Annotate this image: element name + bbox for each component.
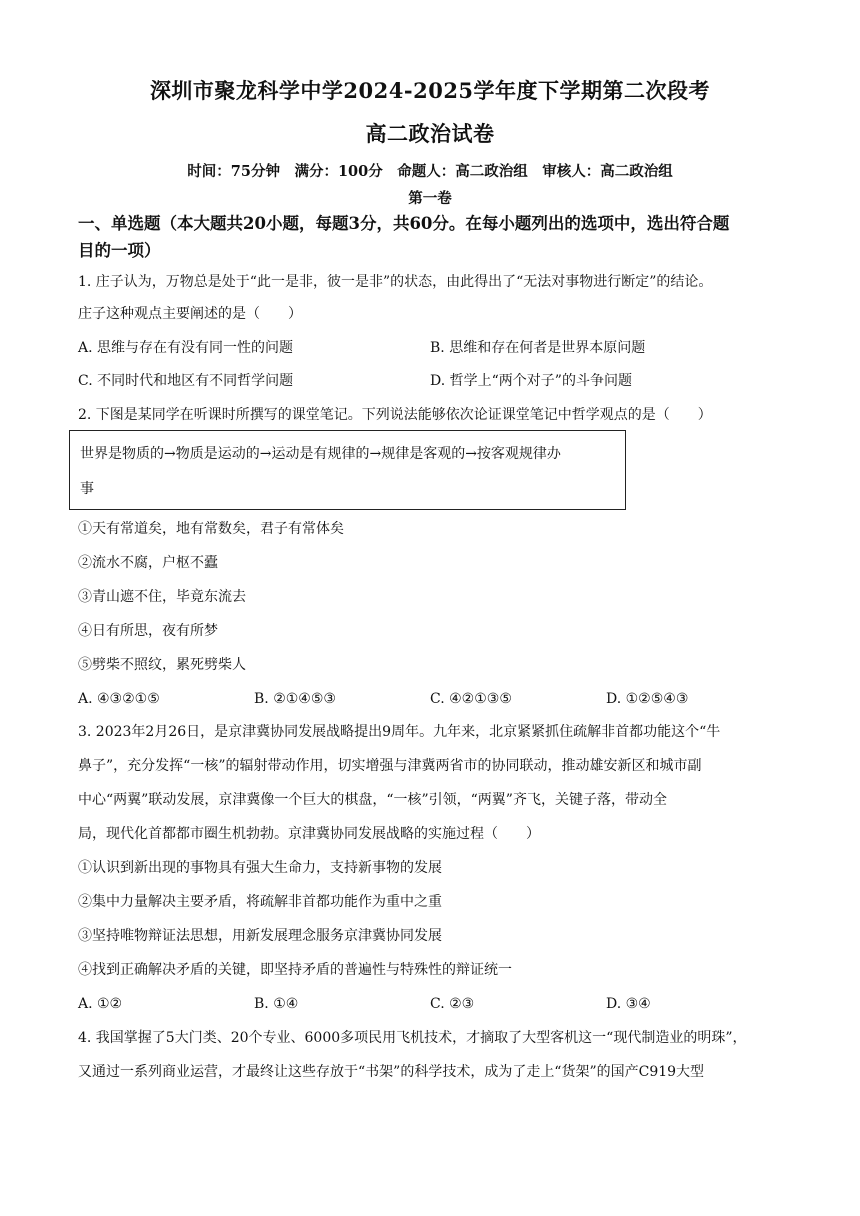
q3-option-d[interactable]: D. ③④ xyxy=(606,996,651,1012)
section-heading xyxy=(78,210,793,264)
note-line1: 世界是物质的→物质是运动的→运动是有规律的→规律是客观的→按客观规律办 xyxy=(80,446,561,462)
section-heading-line2: 目的一项） xyxy=(78,241,161,260)
q3-stem-line2: 鼻子”，充分发挥“一核”的辐射带动作用，切实增强与津冀两省市的协同联动，推动雄安新区和城市副 xyxy=(78,758,702,774)
q4-stem-line2: 又通过一系列商业运营，才最终让这些存放于“书架”的科学技术，成为了走上“货架”的国产C919大型 xyxy=(78,1064,705,1080)
q1-option-d[interactable]: D. 哲学上“两个对子”的斗争问题 xyxy=(430,373,632,389)
q3-stem-line3: 中心“两翼”联动发展，京津冀像一个巨大的棋盘，“一核”引领，“两翼”齐飞，关键子落，带动全 xyxy=(78,792,667,808)
q2-item-3: ③青山遮不住，毕竟东流去 xyxy=(78,589,246,605)
q3-item-1: ①认识到新出现的事物具有强大生命力，支持新事物的发展 xyxy=(78,860,442,876)
q3-stem-line1: 3. 2023年2月26日，是京津冀协同发展战略提出9周年。九年来，北京紧紧抓住疏解非首都功能这个“牛 xyxy=(78,724,721,740)
q2-option-d[interactable]: D. ①②⑤④③ xyxy=(606,691,689,707)
volume-label: 第一卷 xyxy=(408,190,452,207)
q2-option-a[interactable]: A. ④③②①⑤ xyxy=(78,691,160,707)
section-heading-line1: 一、单选题（本大题共20小题，每题3分，共60分。在每小题列出的选项中，选出符合题 xyxy=(78,214,730,233)
q3-option-c[interactable]: C. ②③ xyxy=(430,996,475,1012)
q1-options-row2 xyxy=(78,371,793,391)
note-line2: 事 xyxy=(80,481,94,497)
q3-stem-line4: 局，现代化首都都市圈生机勃勃。京津冀协同发展战略的实施过程（ ） xyxy=(78,826,540,842)
q3-item-3: ③坚持唯物辩证法思想，用新发展理念服务京津冀协同发展 xyxy=(78,928,442,944)
q4-stem-line1: 4. 我国掌握了5大门类、20个专业、6000多项民用飞机技术，才摘取了大型客机这一“现代制造业的明珠”， xyxy=(78,1030,747,1046)
q1-option-c[interactable]: C. 不同时代和地区有不同哲学问题 xyxy=(78,373,294,389)
q1-stem-line2: 庄子这种观点主要阐述的是（ ） xyxy=(78,306,302,322)
exam-subtitle: 高二政治试卷 xyxy=(365,121,495,146)
q2-item-2: ②流水不腐，户枢不蠹 xyxy=(78,555,218,571)
q3-option-a[interactable]: A. ①② xyxy=(78,996,123,1012)
exam-title: 深圳市聚龙科学中学2024-2025学年度下学期第二次段考 xyxy=(149,78,711,103)
q1-option-a[interactable]: A. 思维与存在有没有同一性的问题 xyxy=(78,340,294,356)
q3-item-4: ④找到正确解决矛盾的关键，即坚持矛盾的普遍性与特殊性的辩证统一 xyxy=(78,962,512,978)
q3-options xyxy=(78,994,793,1014)
q2-options xyxy=(78,689,793,709)
q2-option-b[interactable]: B. ②①④⑤③ xyxy=(254,691,336,707)
q2-item-5: ⑤劈柴不照纹，累死劈柴人 xyxy=(78,657,246,673)
q3-option-b[interactable]: B. ①④ xyxy=(254,996,299,1012)
q2-item-4: ④日有所思，夜有所梦 xyxy=(78,623,218,639)
q1-option-b[interactable]: B. 思维和存在何者是世界本原问题 xyxy=(430,340,646,356)
exam-meta: 时间：75分钟 满分：100分 命题人：高二政治组 审核人：高二政治组 xyxy=(187,163,673,180)
q2-stem: 2. 下图是某同学在听课时所撰写的课堂笔记。下列说法能够依次论证课堂笔记中哲学观点的是（ ） xyxy=(78,407,712,423)
q1-stem-line1: 1. 庄子认为，万物总是处于“此一是非，彼一是非”的状态，由此得出了“无法对事物进行断定”的结论。 xyxy=(78,274,713,290)
q3-item-2: ②集中力量解决主要矛盾，将疏解非首都功能作为重中之重 xyxy=(78,894,442,910)
q1-options-row1 xyxy=(78,338,793,358)
class-note-box xyxy=(69,430,626,510)
q2-option-c[interactable]: C. ④②①③⑤ xyxy=(430,691,512,707)
q2-item-1: ①天有常道矣，地有常数矣，君子有常体矣 xyxy=(78,521,344,537)
